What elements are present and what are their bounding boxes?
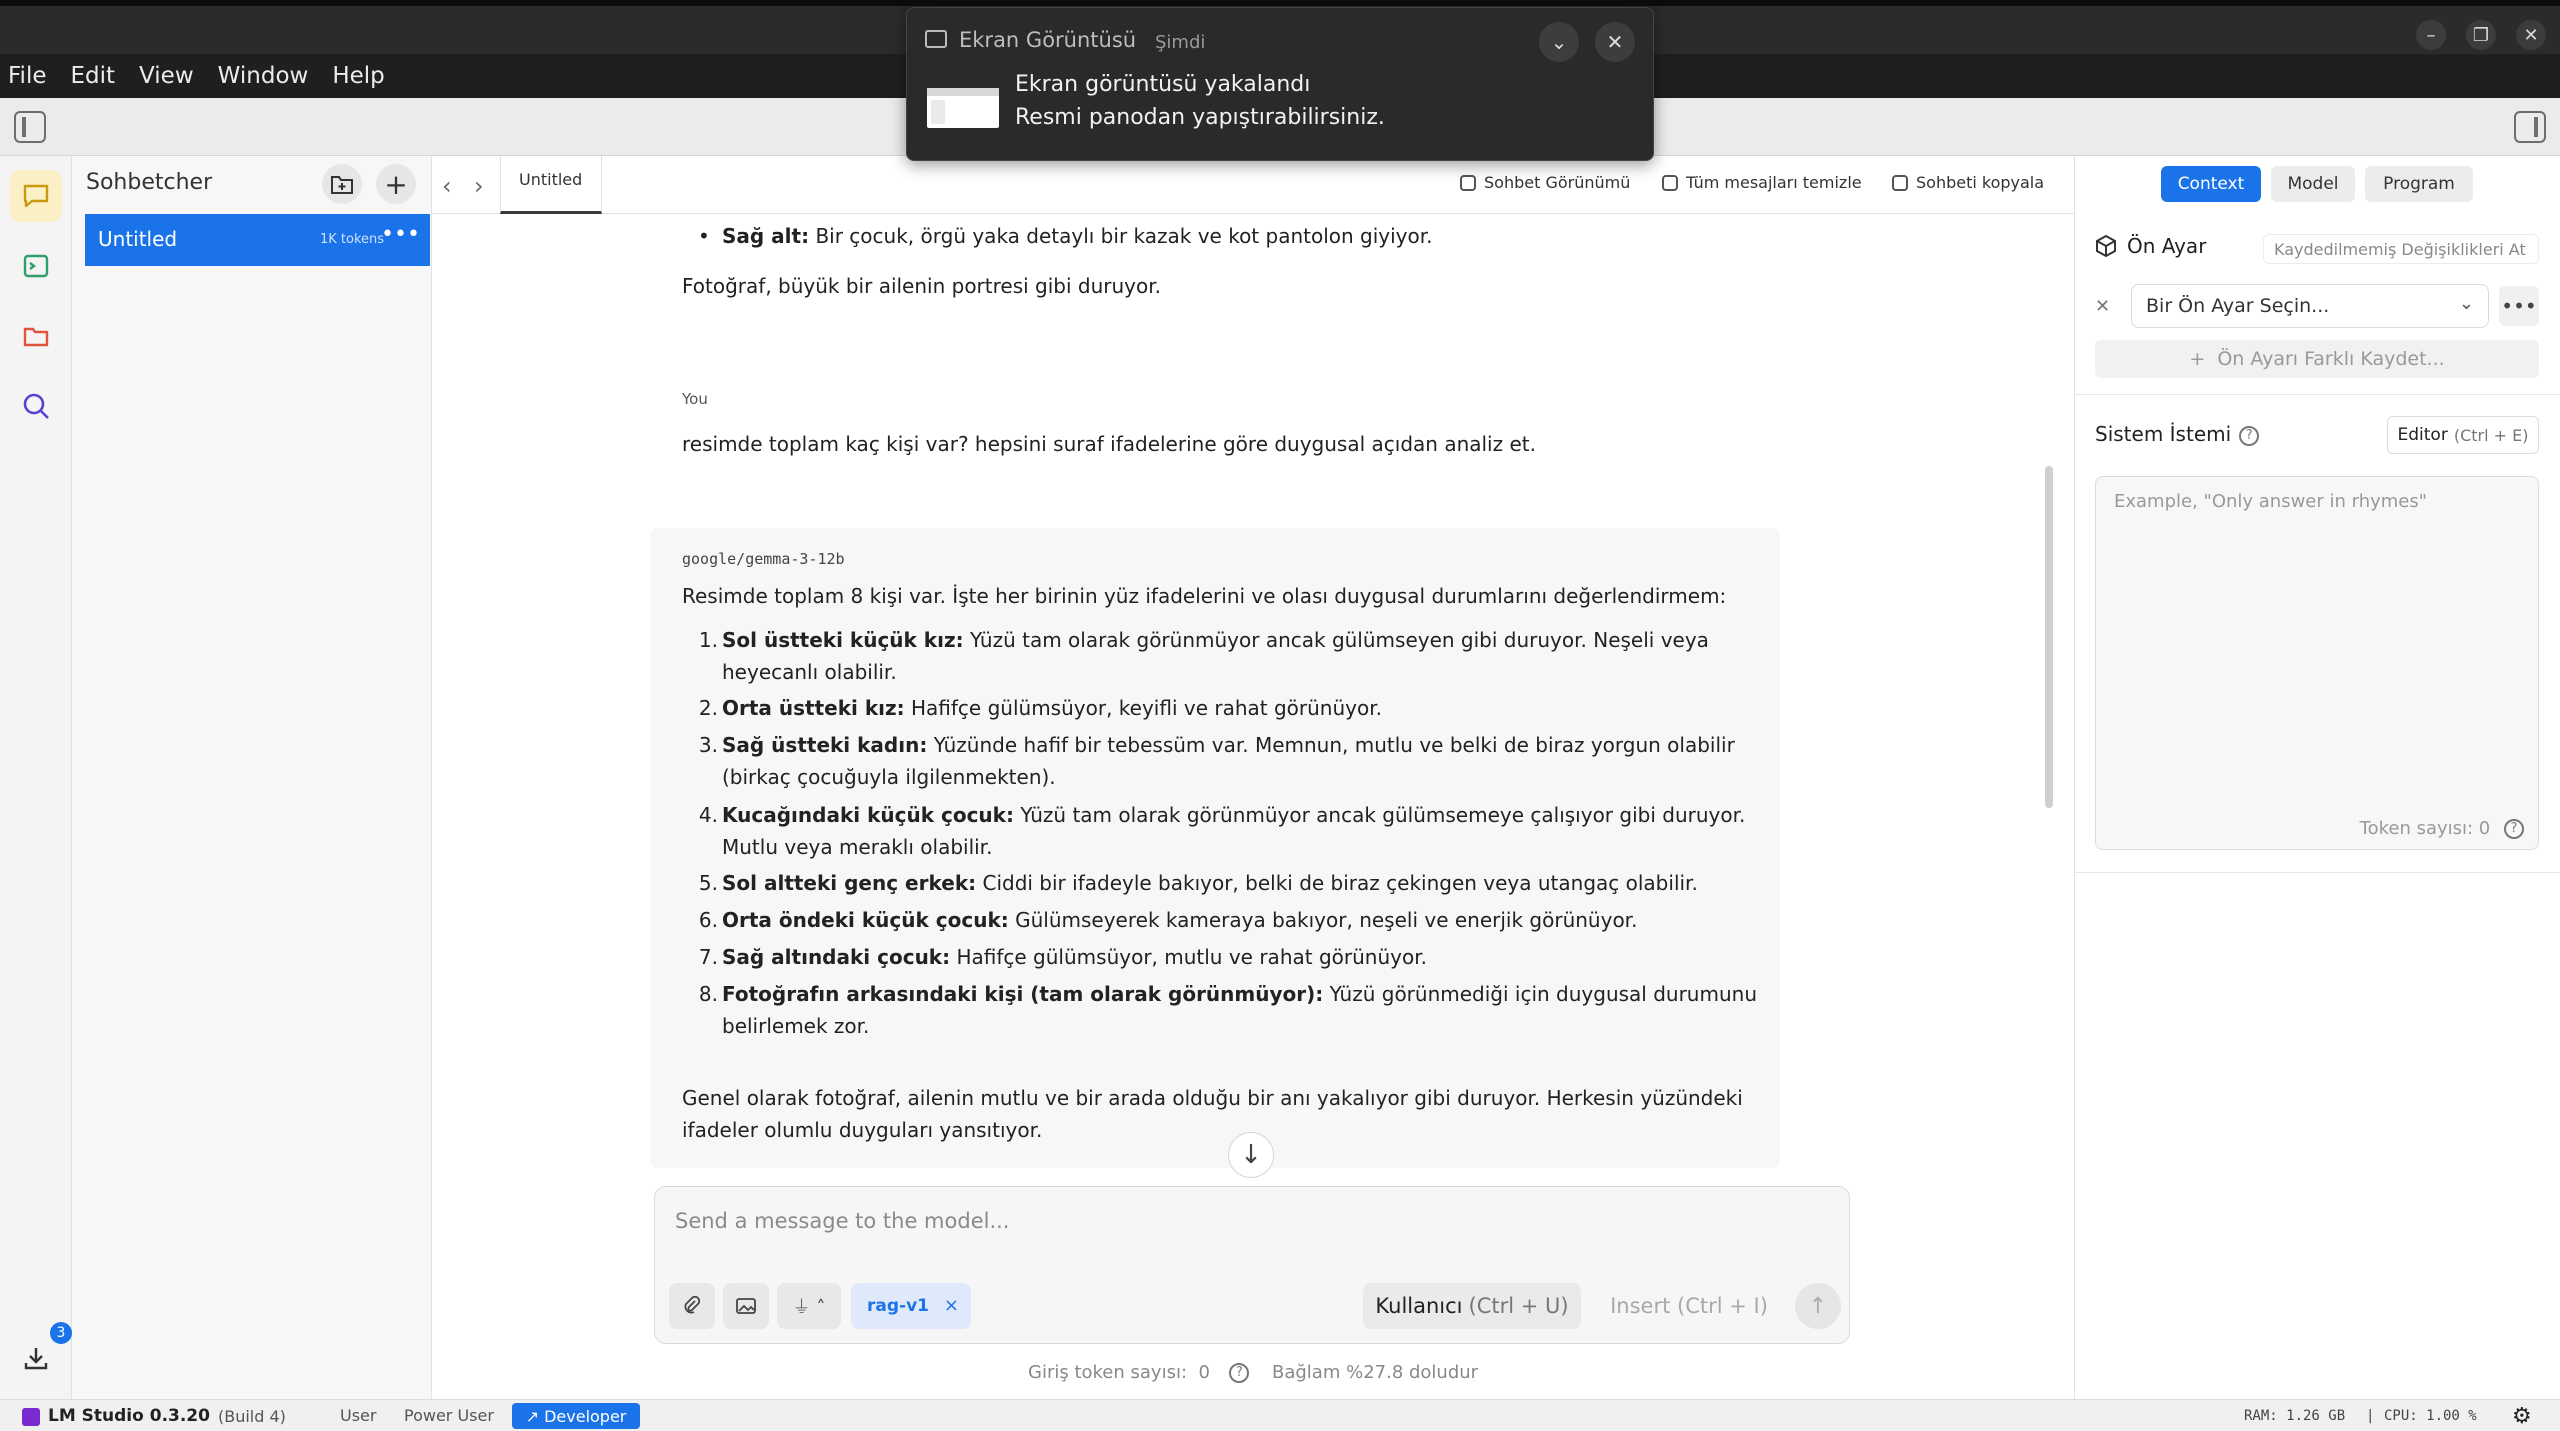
assistant-summary: Genel olarak fotoğraf, ailenin mutlu ve bir arada olduğu bir anı yakalıyor gibi duruyor. Herkesin yüzündeki ifadeler olumlu duyguları yansıtıyor. [682,1086,1743,1142]
preset-title: Ön Ayar [2127,234,2207,258]
gear-icon[interactable]: ⚙ [2512,1404,2532,1429]
menu-window[interactable]: Window [217,63,309,89]
assistant-message: google/gemma-3-12b Resimde toplam 8 kişi var. İşte her birinin yüz ifadelerini ve olası duygusal durumlarını değerlendirmem: 1. Sol üstteki küçük kız: Yüzü tam olarak görünmüyor ancak gülümseyen gibi duruyor. Neşeli veya heyecanlı olabilir. 2. Orta üstteki kız: Hafifçe gülümsüyor, keyifli ve rahat görünüyor. 3. Sağ üstteki kadın: Yüzünde hafif bir tebessüm var. Memnun, mutlu ve belki de biraz yorgun olabilir (birkaç çocuğuyla ilgilenmekten). 4. Kucağındaki küçük çocuk: Yüzü tam olarak görünmüyor ancak gülümsemeye çalışıyor gibi duruyor. Mutlu veya meraklı olabilir. 5. Sol altteki genç erkek: Ciddi bir ifadeyle bakıyor, belki de biraz çekingen veya utangaç olabilir. 6. Orta öndeki küçük çocuk: Gülümseyerek kameraya bakıyor, neşeli ve enerjik görünüyor. 7. Sağ altındaki çocuk: Hafifçe gülümsüyor, mutlu ve rahat görünüyor. 8. Fotoğrafın arkasındaki kişi (tam olarak görünmüyor): Yüzü görünmediği için duygusal durumunu belirlemek zor. Genel olarak fotoğraf, ailenin mutlu ve bir arada olduğu bir anı yakalıyor gibi duruyor. Herkesin yüzündeki ifadeler olumlu duyguları yansıtıyor. [650,528,1780,1168]
editor-label: Editor [2397,425,2448,445]
downloads-badge: 3 [50,1322,72,1344]
tab-label: Untitled [519,170,583,189]
help-icon[interactable]: ? [2239,426,2259,446]
input-token-count [1028,1362,1249,1383]
screenshot-notification[interactable] [906,7,1654,161]
mode-user[interactable]: User [340,1406,377,1425]
app-name: LM Studio 0.3.20 [48,1406,210,1426]
editor-shortcut: (Ctrl + E) [2453,425,2529,445]
attach-file-icon[interactable] [669,1283,715,1329]
chats-sidebar [72,156,432,1399]
chats-title: Sohbetcher [86,170,213,195]
divider [2075,872,2560,873]
close-window-button[interactable]: ✕ [2516,20,2546,50]
model-name: google/gemma-3-12b [682,550,845,568]
user-message: resimde toplam kaç kişi var? hepsini suraf ifadelerine göre duygusal açıdan analiz et. [682,432,1536,456]
role-button[interactable] [1363,1283,1581,1329]
stat-separator: | [2366,1408,2375,1424]
copy-chat-label: Sohbeti kopyala [1916,173,2045,192]
help-icon[interactable]: ? [1229,1363,1249,1383]
insert-button[interactable] [1589,1283,1789,1329]
mode-developer-label: Developer [544,1406,627,1426]
mode-developer[interactable]: ↗ Developer [512,1403,640,1429]
tabs-bar [432,156,2074,214]
tab-model[interactable]: Model [2271,166,2355,202]
clear-icon [1662,175,1678,191]
settings-panel [2074,156,2560,1399]
chat-messages [432,214,2074,1182]
image-upload-icon[interactable] [723,1283,769,1329]
screenshot-app-icon [925,30,947,48]
screenshot-thumbnail[interactable] [927,88,999,128]
forward-arrow-icon[interactable]: › [474,172,484,200]
chat-view-button[interactable] [1460,173,1630,192]
previous-summary: Fotoğraf, büyük bir ailenin portresi gibi duruyor. [682,274,1161,298]
message-composer[interactable] [654,1186,1850,1344]
chat-item-tokens: 1K tokens [320,232,385,247]
insert-label: Insert [1610,1294,1671,1318]
app-build: (Build 4) [218,1407,286,1426]
system-prompt-input[interactable] [2095,476,2539,850]
plugin-icon[interactable]: ⏚ ˄ [777,1283,841,1329]
cube-icon [2095,234,2117,262]
system-prompt-label: Sistem İstemi [2095,422,2232,446]
token-count-label: Giriş token sayısı: [1028,1362,1188,1383]
minimize-button[interactable]: – [2416,20,2446,50]
help-icon[interactable]: ? [2504,819,2524,839]
editor-button[interactable] [2387,416,2539,454]
status-bar [0,1399,2560,1431]
previous-bullet [722,224,1433,248]
chip-label: rag-v1 [867,1296,929,1316]
mode-power-user[interactable]: Power User [404,1406,494,1425]
back-arrow-icon[interactable]: ‹ [442,172,452,200]
notification-app-name: Ekran Görüntüsü [959,28,1137,52]
preset-select-label: Bir Ön Ayar Seçin... [2146,295,2330,317]
role-shortcut: (Ctrl + U) [1468,1294,1569,1318]
token-count-value: 0 [1198,1362,1210,1383]
system-prompt-token-count: Token sayısı: 0 ? [2360,818,2524,839]
folder-icon[interactable] [10,310,62,362]
assistant-intro: Resimde toplam 8 kişi var. İşte her birinin yüz ifadelerini ve olası duygusal durumlarını değerlendirmem: [682,584,1727,608]
rag-plugin-chip[interactable] [851,1283,971,1329]
clear-messages-label: Tüm mesajları temizle [1686,173,1862,192]
lm-studio-logo-icon [22,1408,40,1426]
system-prompt-title [2095,422,2259,446]
toggle-left-sidebar-icon[interactable] [14,111,46,143]
tab-context[interactable]: Context [2161,166,2261,202]
chat-view-label: Sohbet Görünümü [1484,173,1631,192]
save-preset-as-button[interactable]: + Ön Ayarı Farklı Kaydet... [2095,340,2539,378]
toggle-right-sidebar-icon[interactable] [2514,111,2546,143]
downloads-icon[interactable] [10,1325,66,1384]
more-options-icon[interactable]: ••• [381,222,420,247]
notification-title: Ekran görüntüsü yakalandı [1015,72,1311,97]
new-chat-button[interactable]: + [376,164,416,204]
context-usage: Bağlam %27.8 doludur [1272,1362,1479,1383]
menu-edit[interactable]: Edit [70,63,116,89]
clear-messages-button[interactable] [1662,173,1862,192]
user-label: You [682,390,708,408]
role-label: Kullanıcı [1375,1294,1463,1318]
notification-time: Şimdi [1155,32,1206,53]
remove-chip-icon[interactable]: × [943,1295,959,1316]
chat-scrollbar[interactable] [2045,466,2053,808]
developer-terminal-icon[interactable] [10,240,62,292]
prev-bullet-bold: Sağ alt: [722,224,810,248]
scroll-to-bottom-button[interactable]: ↓ [1228,1132,1274,1178]
tab-program[interactable]: Program [2365,166,2473,202]
close-notification-button[interactable]: ✕ [1595,22,1635,62]
send-button[interactable]: ↑ [1795,1283,1841,1329]
menu-file[interactable]: File [8,63,47,89]
tab-untitled[interactable] [500,156,602,214]
chat-view-icon [1460,175,1476,191]
message-input[interactable]: Send a message to the model... [675,1209,1010,1233]
menu-help[interactable]: Help [332,63,385,89]
discard-changes-button[interactable]: Kaydedilmemiş Değişiklikleri At [2263,234,2539,264]
save-as-label: Ön Ayarı Farklı Kaydet... [2217,348,2445,370]
search-icon[interactable] [10,380,62,432]
insert-shortcut: (Ctrl + I) [1677,1294,1768,1318]
chat-item-title: Untitled [98,227,178,251]
ram-usage: RAM: 1.26 GB [2244,1408,2346,1424]
clear-preset-icon[interactable]: ✕ [2095,296,2111,317]
preset-select[interactable] [2131,284,2489,328]
new-folder-button[interactable] [322,164,362,204]
preset-more-button[interactable]: ••• [2499,286,2539,326]
expand-notification-button[interactable]: ⌄ [1539,22,1579,62]
chat-icon[interactable] [10,170,62,222]
app-nav-rail [0,156,72,1399]
notification-body: Resmi panodan yapıştırabilirsiniz. [1015,105,1385,130]
restore-button[interactable]: ❐ [2466,20,2496,50]
copy-chat-button[interactable] [1892,173,2044,192]
chat-list-item[interactable] [85,214,430,266]
prev-bullet-text: Bir çocuk, örgü yaka detaylı bir kazak ve kot pantolon giyiyor. [809,224,1433,248]
divider [2075,394,2560,395]
cpu-usage: CPU: 1.00 % [2384,1408,2477,1424]
copy-icon [1892,175,1908,191]
menu-view[interactable]: View [139,63,194,89]
chevron-down-icon: ⌄ [2458,293,2474,314]
system-prompt-placeholder: Example, "Only answer in rhymes" [2114,491,2428,512]
